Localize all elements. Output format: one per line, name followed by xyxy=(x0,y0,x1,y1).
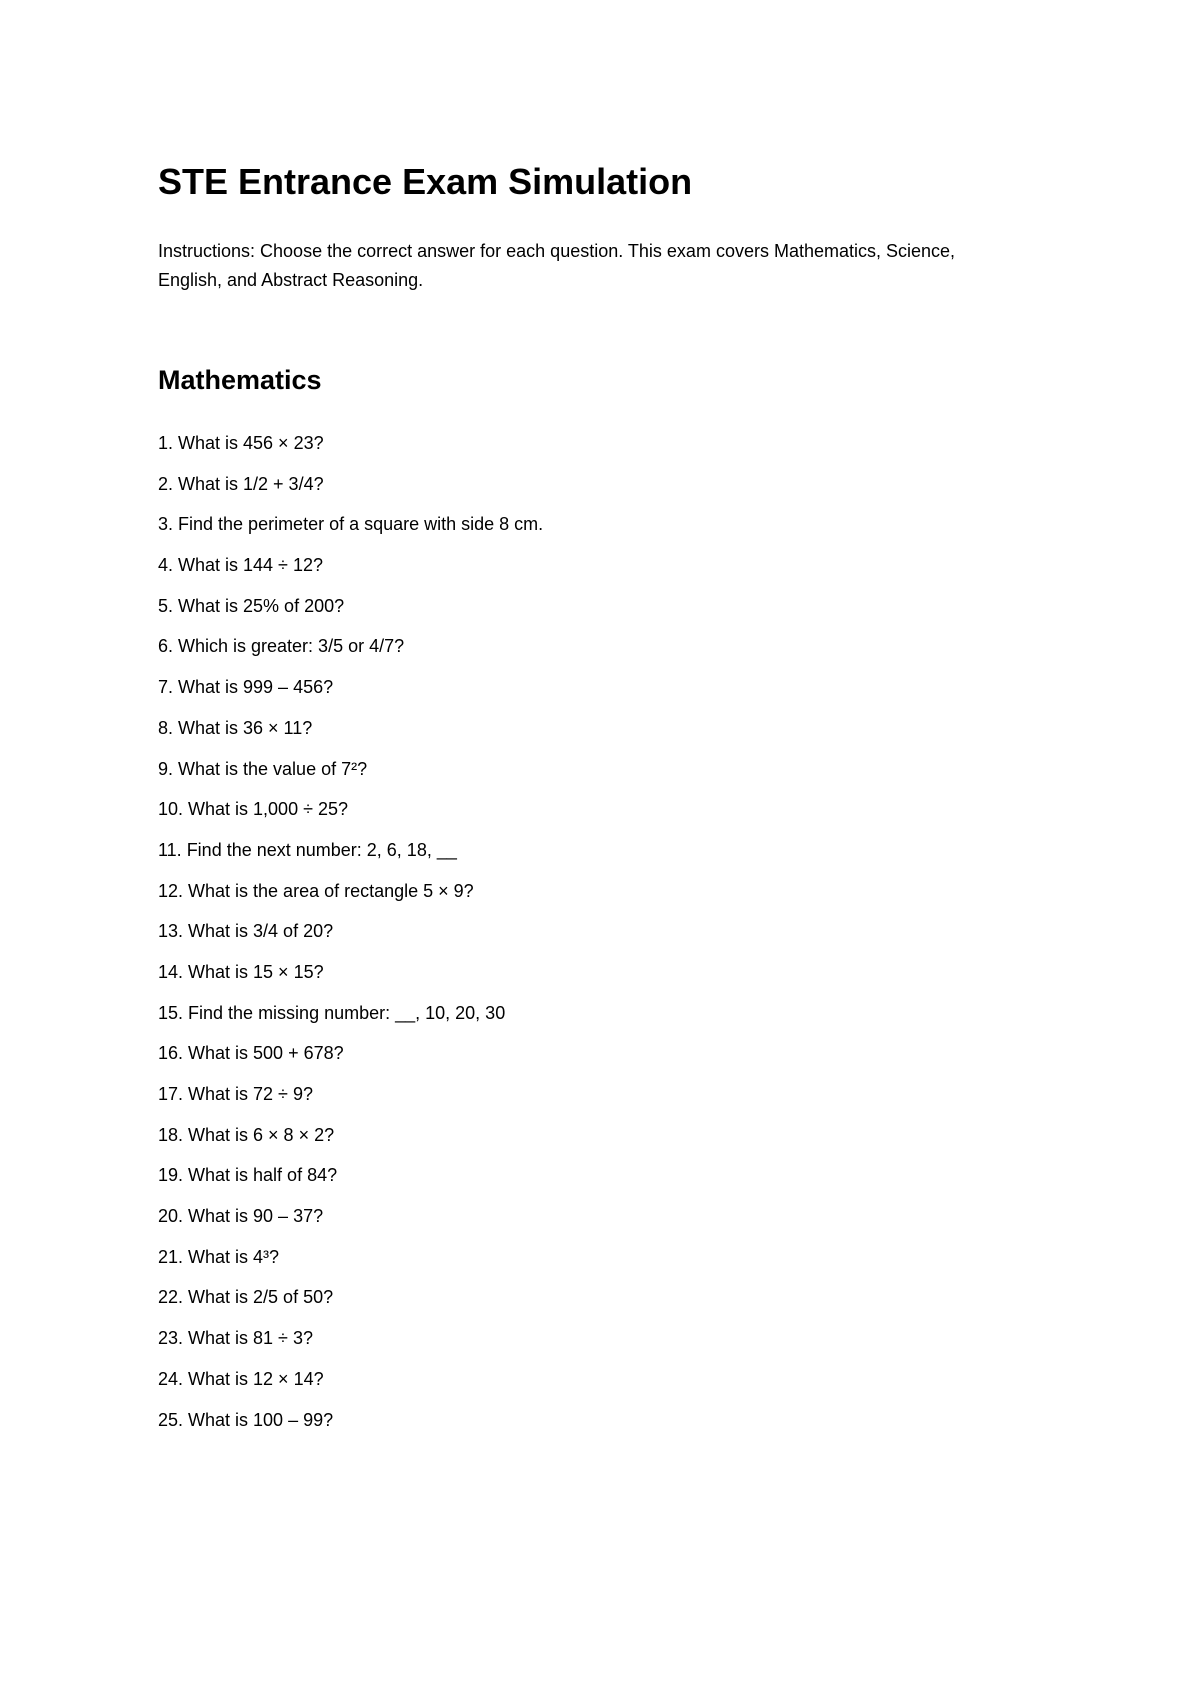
question-item: 7. What is 999 – 456? xyxy=(158,677,334,698)
question-item: 12. What is the area of rectangle 5 × 9? xyxy=(158,880,474,901)
section-heading-mathematics: Mathematics xyxy=(158,365,322,395)
question-item: 19. What is half of 84? xyxy=(158,1165,338,1186)
question-item: 22. What is 2/5 of 50? xyxy=(158,1287,334,1308)
question-item: 23. What is 81 ÷ 3? xyxy=(158,1328,313,1349)
question-item: 5. What is 25% of 200? xyxy=(158,595,345,616)
question-item: 8. What is 36 × 11? xyxy=(158,717,313,738)
question-item: 20. What is 90 – 37? xyxy=(158,1206,324,1227)
question-item: 24. What is 12 × 14? xyxy=(158,1368,324,1389)
page-title: STE Entrance Exam Simulation xyxy=(158,161,693,202)
question-item: 17. What is 72 ÷ 9? xyxy=(158,1084,313,1104)
question-list xyxy=(158,431,543,1448)
question-item: 11. Find the next number: 2, 6, 18, __ xyxy=(158,839,457,860)
question-item: 18. What is 6 × 8 × 2? xyxy=(158,1124,335,1145)
instructions-text: Instructions: Choose the correct answer for each question. This exam covers Mathematics, Science, English, and Abstract Reasoning. xyxy=(158,241,956,290)
question-item: 10. What is 1,000 ÷ 25? xyxy=(158,799,348,820)
question-item: 4. What is 144 ÷ 12? xyxy=(158,555,323,576)
question-item: 2. What is 1/2 + 3/4? xyxy=(158,473,324,494)
question-item: 25. What is 100 – 99? xyxy=(158,1409,334,1430)
question-item: 9. What is the value of 7²? xyxy=(158,758,368,779)
question-item: 1. What is 456 × 23? xyxy=(158,433,324,453)
question-item: 13. What is 3/4 of 20? xyxy=(158,921,334,942)
question-item: 3. Find the perimeter of a square with side 8 cm. xyxy=(158,514,544,535)
question-item: 16. What is 500 + 678? xyxy=(158,1043,344,1064)
question-item: 15. Find the missing number: __, 10, 20, 30 xyxy=(158,1002,506,1023)
question-item: 21. What is 4³? xyxy=(158,1246,280,1267)
question-item: 6. Which is greater: 3/5 or 4/7? xyxy=(158,636,405,657)
question-item: 14. What is 15 × 15? xyxy=(158,961,324,982)
